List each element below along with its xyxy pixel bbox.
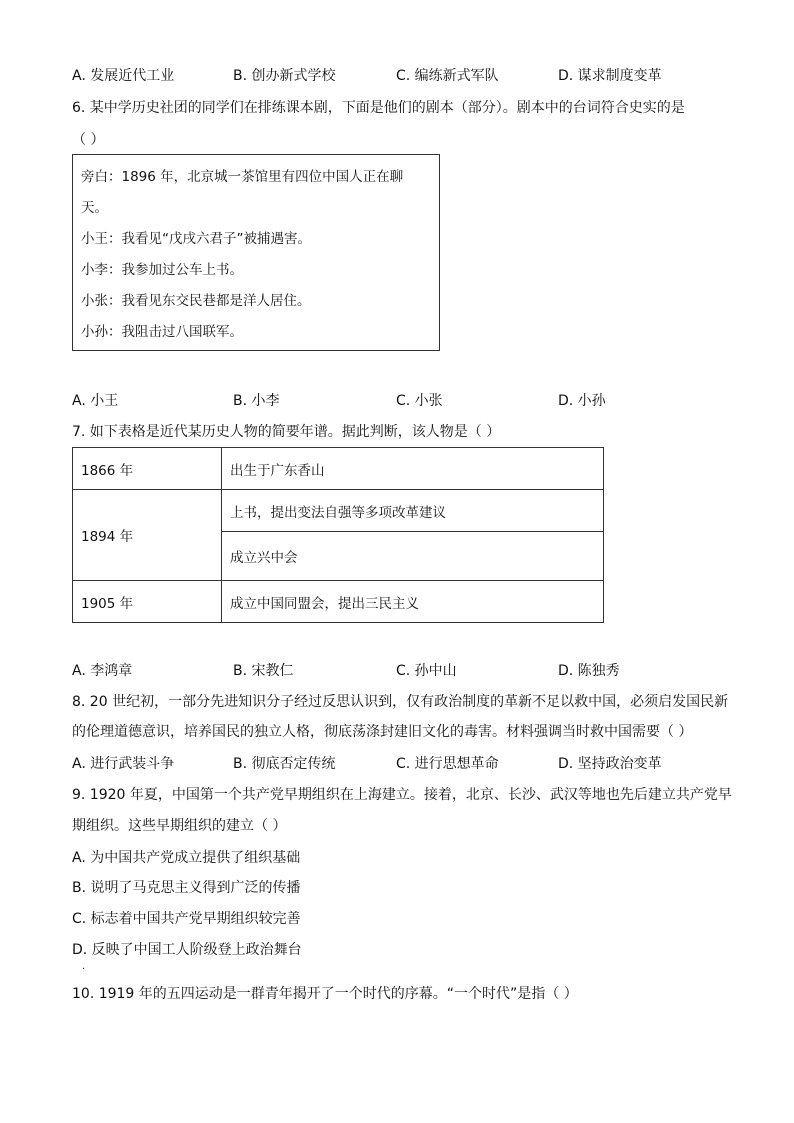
table-row bbox=[73, 490, 604, 532]
q7-stem: 7. 如下表格是近代某历史人物的简要年谱。据此判断，该人物是（ ） bbox=[72, 424, 501, 440]
table-cell-event: 上书，提出变法自强等多项改革建议 bbox=[222, 490, 604, 532]
q8-option-d: D. 坚持政治变革 bbox=[558, 756, 662, 772]
q7-option-d: D. 陈独秀 bbox=[558, 663, 620, 679]
table-cell-event: 成立兴中会 bbox=[222, 532, 604, 581]
table-cell-year: 1866 年 bbox=[73, 448, 222, 490]
script-line-xiaoli: 小李：我参加过公车上书。 bbox=[81, 262, 243, 278]
table-cell-event: 出生于广东香山 bbox=[222, 448, 604, 490]
script-line-xiaowang: 小王：我看见“戊戌六君子”被捕遇害。 bbox=[81, 231, 311, 247]
q5-option-d: D. 谋求制度变革 bbox=[558, 68, 662, 84]
q6-stem-line2: （ ） bbox=[72, 132, 105, 148]
q9-stem-line2: 期组织。这些早期组织的建立（ ） bbox=[72, 818, 287, 834]
q8-stem-line2: 的伦理道德意识，培养国民的独立人格，彻底荡涤封建旧文化的毒害。材料强调当时救中国需要（ ） bbox=[72, 724, 693, 740]
q7-option-c: C. 孙中山 bbox=[396, 663, 457, 679]
q7-option-a: A. 李鸿章 bbox=[72, 663, 133, 679]
q9-option-c: C. 标志着中国共产党早期组织较完善 bbox=[72, 911, 301, 927]
q8-option-c: C. 进行思想革命 bbox=[396, 756, 499, 772]
table-row bbox=[73, 581, 604, 623]
q9-option-d: D. 反映了中国工人阶级登上政治舞台 bbox=[72, 942, 302, 958]
script-line-xiaozhang: 小张：我看见东交民巷都是洋人居住。 bbox=[81, 293, 311, 309]
table-cell-event: 成立中国同盟会，提出三民主义 bbox=[222, 581, 604, 623]
q8-stem-line1: 8. 20 世纪初，一部分先进知识分子经过反思认识到，仅有政治制度的革新不足以救中国，必须启发国民新 bbox=[72, 694, 729, 710]
q5-option-b: B. 创办新式学校 bbox=[233, 68, 336, 84]
table-cell-year: 1905 年 bbox=[73, 581, 222, 623]
script-line-xiaosun: 小孙：我阻击过八国联军。 bbox=[81, 324, 243, 340]
table-cell-year: 1894 年 bbox=[73, 490, 222, 581]
q9-option-b: B. 说明了马克思主义得到广泛的传播 bbox=[72, 880, 301, 896]
q6-option-d: D. 小孙 bbox=[558, 393, 606, 409]
q6-option-a: A. 小王 bbox=[72, 393, 119, 409]
q8-option-b: B. 彻底否定传统 bbox=[233, 756, 336, 772]
q9-option-a: A. 为中国共产党成立提供了组织基础 bbox=[72, 850, 301, 866]
q5-option-c: C. 编练新式军队 bbox=[396, 68, 499, 84]
q7-option-b: B. 宋教仁 bbox=[233, 663, 294, 679]
q5-option-a: A. 发展近代工业 bbox=[72, 68, 175, 84]
q6-option-c: C. 小张 bbox=[396, 393, 443, 409]
q8-option-a: A. 进行武装斗争 bbox=[72, 756, 175, 772]
q10-stem: 10. 1919 年的五四运动是一群青年揭开了一个时代的序幕。“一个时代”是指（ ） bbox=[72, 986, 578, 1002]
script-line-narrator-cont: 天。 bbox=[81, 200, 108, 216]
table-row bbox=[73, 448, 604, 490]
q6-script-box bbox=[72, 154, 440, 351]
q6-stem-line1: 6. 某中学历史社团的同学们在排练课本剧，下面是他们的剧本（部分）。剧本中的台词符合史实的是 bbox=[72, 100, 685, 116]
stray-mark: . bbox=[82, 961, 86, 972]
script-line-narrator: 旁白：1896 年，北京城一茶馆里有四位中国人正在聊 bbox=[81, 169, 404, 185]
q9-stem-line1: 9. 1920 年夏，中国第一个共产党早期组织在上海建立。接着，北京、长沙、武汉等地也先后建立共产党早 bbox=[72, 787, 732, 803]
q7-chronology-table bbox=[72, 447, 604, 623]
q6-option-b: B. 小李 bbox=[233, 393, 280, 409]
